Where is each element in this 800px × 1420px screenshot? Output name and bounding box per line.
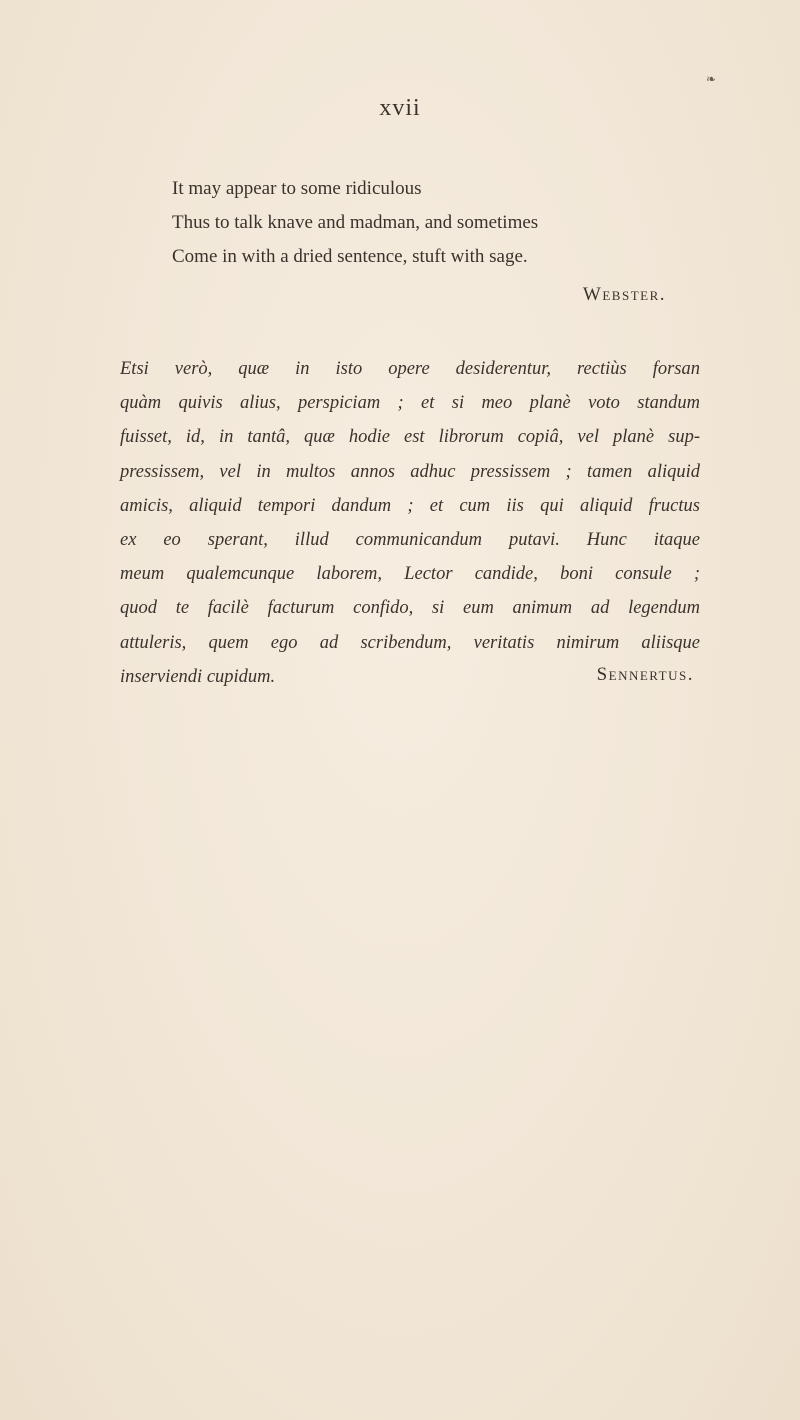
latin-line: ex eo sperant, illud communicandum putavi. Hunc itaque <box>120 530 700 551</box>
latin-line: pressissem, vel in multos annos adhuc pressissem ; tamen aliquid <box>120 461 700 482</box>
latin-line: quod te facilè facturum confido, si eum animum ad legendum <box>120 598 700 619</box>
corner-ornament: ❧ <box>706 72 717 86</box>
verse-line: It may appear to some ridiculous <box>172 178 422 199</box>
attribution-sennertus: Sennertus. <box>596 664 694 685</box>
page-number: xvii <box>379 95 421 121</box>
latin-line: amicis, aliquid tempori dandum ; et cum iis qui aliquid fructus <box>120 495 700 516</box>
verse-line: Come in with a dried sentence, stuft with sage. <box>172 246 528 267</box>
latin-line: attuleris, quem ego ad scribendum, veritatis nimirum aliisque <box>120 632 700 653</box>
latin-line: Etsi verò, quæ in isto opere desiderentur, rectiùs forsan <box>120 359 700 379</box>
latin-line: inserviendi cupidum. <box>120 666 276 687</box>
latin-line: fuisset, id, in tantâ, quæ hodie est librorum copiâ, vel planè sup- <box>120 427 700 448</box>
verse-epigraph <box>172 172 692 274</box>
latin-line: quàm quivis alius, perspiciam ; et si meo planè voto standum <box>120 393 700 414</box>
attribution-webster: Webster. <box>582 284 666 305</box>
latin-epigraph <box>120 352 700 694</box>
latin-line: meum qualemcunque laborem, Lector candide, boni consule ; <box>120 564 700 585</box>
verse-line: Thus to talk knave and madman, and sometimes <box>172 212 539 233</box>
